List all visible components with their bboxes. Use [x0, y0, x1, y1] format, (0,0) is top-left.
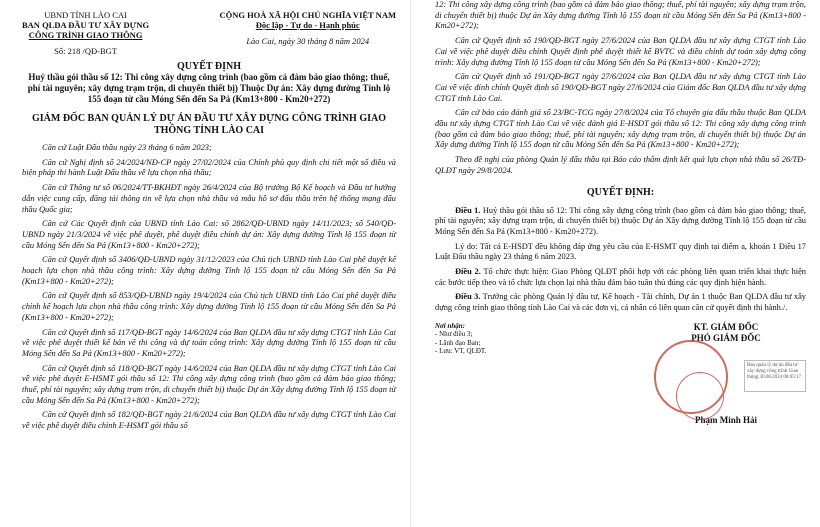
article-2 — [435, 267, 806, 288]
legal-basis: Căn cứ Quyết định số 117/QĐ-BGT ngày 14/6/2024 của Ban QLDA đầu tư xây dựng CTGT tỉnh Lào Cai về việc phê duyệt thiết kế bản vẽ thi công và dự toán công trình: Xây dựng đường Tỉnh lộ 155 đoạn từ cầu Móng Sến đến Sa Pả (Km13+800 - Km20+272); — [22, 327, 396, 358]
article-1 — [435, 206, 806, 238]
national-title: CỘNG HOÀ XÃ HỘI CHỦ NGHĨA VIỆT NAM — [219, 10, 396, 20]
decision-heading: QUYẾT ĐỊNH: — [586, 186, 655, 198]
article-label: Điều 3. — [455, 292, 481, 302]
article-text: Lý do: Tất cả E-HSDT đều không đáp ứng yêu cầu của E-HSMT quy định tại điểm a, khoản 1 Điều 17 Luật Đấu thầu ngày 23 tháng 6 năm 2023. — [435, 241, 806, 262]
issuing-authority: GIÁM ĐỐC BAN QUẢN LÝ DỰ ÁN ĐẦU TƯ XÂY DỰNG CÔNG TRÌNH GIAO THÔNG TỈNH LÀO CAI — [32, 113, 386, 136]
legal-basis: Căn cứ báo cáo đánh giá số 23/BC-TCG ngày 27/8/2024 của Tổ chuyên gia đấu thầu thuộc Ban QLDA đầu tư xây dựng CTGT tỉnh Lào Cai về việc đánh giá E-HSDT gói thầu số 12: Thi công xây dựng công trình (bao gồm cả đảm bảo giao thông; thuế, phí tài nguyên; xây dựng trạm trộn, di chuyển thiết bị) thuộc Dự án Xây dựng đường Tỉnh lộ 155 đoạn từ cầu Móng Sến đến Sa Pả (Km13+800 - Km20+272); — [435, 108, 806, 150]
document-title: QUYẾT ĐỊNH — [177, 61, 241, 72]
legal-bases-right — [435, 0, 806, 177]
document-footer — [435, 322, 806, 425]
legal-bases-left — [22, 143, 396, 432]
article-label: Điều 2. — [455, 267, 481, 277]
legal-basis: Căn cứ Luật Đấu thầu ngày 23 tháng 6 năm 2023; — [42, 143, 212, 152]
signature-block — [646, 322, 806, 425]
signature-line2: PHÓ GIÁM ĐỐC — [691, 332, 761, 343]
signature-line1: KT. GIÁM ĐỐC — [693, 321, 759, 332]
official-seal-icon — [654, 340, 728, 414]
issuer-block — [22, 10, 149, 56]
legal-basis: Căn cứ Quyết định số 853/QĐ-UBND ngày 19/4/2024 của Chủ tịch UBND tỉnh Lào Cai phê duyệt điều chỉnh kế hoạch lựa chọn nhà thầu công trình: Xây dựng đường Tỉnh lộ 155 đoạn từ cầu Móng Sến đến Sa Pả (Km13+800 - Km20+272); — [22, 291, 396, 322]
article-label: Điều 1. — [455, 205, 481, 215]
legal-basis: Căn cứ Quyết định số 182/QĐ-BGT ngày 21/6/2024 của Ban QLDA đầu tư xây dựng CTGT tỉnh Lào Cai về việc phê duyệt điều chỉnh E-HSMT gói thầu số — [22, 410, 396, 431]
legal-basis: Căn cứ Các Quyết định của UBND tỉnh Lào Cai: số 2862/QĐ-UBND ngày 14/11/2023; số 540/QĐ- UBND ngày 21/3/2024 về việc phê duyệt, phê duyệt điều chỉnh dự án: Xây dựng đường Tỉnh lộ 155 đoạn từ cầu Móng Sến đến Sa Pả (Km13+800 - Km20+272); — [22, 219, 396, 250]
recipient-item: - Như điều 3; — [435, 330, 473, 339]
issuer-org3: CÔNG TRÌNH GIAO THÔNG — [28, 30, 143, 40]
legal-basis: Căn cứ Nghị định số 24/2024/NĐ-CP ngày 27/02/2024 của Chính phủ quy định chi tiết một số điều và biện pháp thi hành Luật Đấu thầu về lựa chọn nhà thầu; — [22, 157, 396, 178]
recipient-item: - Lãnh đạo Ban; — [435, 338, 481, 347]
legal-basis: Theo đề nghị của phòng Quản lý đấu thầu tại Báo cáo thẩm định kết quả lựa chọn nhà thầu số 26/TĐ-QLĐT ngày 29/8/2024. — [435, 155, 806, 175]
document-subject: Huỷ thầu gói thầu số 12: Thi công xây dựng công trình (bao gồm cả đảm bảo giao thông; thuế, phí tài nguyên; xây dựng trạm trộn, di chuyển thiết bị) Thuộc Dự án: Xây dựng đường Tỉnh lộ 155 đoạn từ cầu Móng Sến đến Sa Pả (Km13+800 - Km20+272) — [27, 72, 391, 104]
digital-signature-box: Ban quản lý dự án đầu tư xây dựng công trình Giao thông 30.08.2024 08:05:17 — [744, 360, 806, 392]
document-number: Số: 218 /QĐ-BGT — [54, 46, 117, 56]
signer-name: Phạm Minh Hải — [694, 414, 757, 425]
articles — [435, 206, 806, 314]
legal-basis: Căn cứ Quyết định số 3406/QĐ-UBND ngày 31/12/2023 của Chủ tịch UBND tỉnh Lào Cai phê duyệt kế hoạch lựa chọn nhà thầu công trình: Xây dựng đường Tỉnh lộ 155 đoạn từ cầu Móng Sến đến Sa Pả (Km13+800 - Km20+272); — [22, 255, 396, 286]
national-block — [219, 10, 396, 56]
document-header — [22, 10, 396, 56]
article-text: Tổ chức thực hiện: Giao Phòng QLĐT phối hợp với các phòng liên quan triển khai thực hiện các bước tiếp theo và tổ chức lựa chọn lại nhà thầu đảm bảo tuân thủ đúng các quy định hiện hành. — [435, 267, 806, 287]
legal-basis: Căn cứ Quyết định số 191/QĐ-BGT ngày 27/6/2024 của Ban QLDA đầu tư xây dựng CTGT tỉnh Lào Cai về việc đính chính Quyết định số 190/QĐ-BGT ngày 27/6/2024 của Giám đốc Ban QLDA đầu tư xây dựng CTGT tỉnh Lào Cai. — [435, 72, 806, 103]
legal-basis: Căn cứ Quyết định số 118/QĐ-BGT ngày 14/6/2024 của Ban QLDA đầu tư xây dựng CTGT tỉnh Lào Cai về việc phê duyệt E-HSMT gói thầu số 12: Thi công xây dựng công trình (bao gồm cả đảm bảo giao thông; thuế, phí tài nguyên; xây dựng trạm trộn, di chuyển thiết bị) thuộc Dự án Xây dựng đường Tỉnh lộ 155 đoạn từ cầu Móng Sến đến Sa Pả (Km13+800 - Km20+272); — [22, 363, 396, 405]
recipient-item: - Lưu: VT, QLĐT. — [435, 347, 487, 356]
legal-basis: Căn cứ Thông tư số 06/2024/TT-BKHĐT ngày 26/4/2024 của Bộ trưởng Bộ Kế hoạch và Đầu tư hướng dẫn việc cung cấp, đăng tải thông tin về lựa chọn nhà thầu và mẫu hồ sơ đấu thầu trên hệ thống mạng đấu thầu Quốc gia; — [22, 183, 396, 214]
issuer-org1: UBND TỈNH LÀO CAI — [44, 10, 127, 20]
issuer-org2: BAN QLDA ĐẦU TƯ XÂY DỰNG — [22, 20, 150, 30]
recipients-label: Nơi nhận: — [435, 321, 466, 330]
page-right — [410, 0, 820, 527]
legal-basis: Căn cứ Quyết định số 190/QĐ-BGT ngày 27/6/2024 của Ban QLDA đầu tư xây dựng CTGT tỉnh Lào Cai về việc phê duyệt điều chỉnh Quyết định phê duyệt thiết kế BVTC và điều chỉnh dự toán xây dựng công trình: Xây dựng đường Tỉnh lộ 155 đoạn từ cầu Móng Sến đến Sa Pả (Km13+800 - Km20+272); — [435, 36, 806, 67]
legal-basis: 12: Thi công xây dựng công trình (bao gồm cả đảm bảo giao thông; thuế, phí tài nguyên; xây dựng trạm trộn, di chuyển thiết bị) thuộc Dự án Xây dựng đường Tỉnh lộ 155 đoạn từ cầu Móng Sến đến Sa Pả (Km13+800 - Km20+272); — [435, 0, 806, 31]
article-text: Trưởng các phòng Quản lý đầu tư, Kế hoạch - Tài chính, Dự án 1 thuộc Ban QLDA đầu tư xây dựng công trình giao thông tỉnh Lào Cai và các đơn vị, cá nhân có liên quan căn cứ quyết định thi hành./. — [435, 292, 806, 313]
article-text: Huỷ thầu gói thầu số 12: Thi công xây dựng công trình (bao gồm cả đảm bảo giao thông; thuế, phí tài nguyên; xây dựng trạm trộn, di chuyển thiết bị) thuộc Dự án Xây dựng đường Tỉnh lộ 155 đoạn từ cầu Móng Sến đến Sa Pả (Km13+800 - Km20+272). — [435, 205, 807, 236]
document-date: Lào Cai, ngày 30 tháng 8 năm 2024 — [246, 36, 370, 46]
national-motto: Độc lập - Tự do - Hạnh phúc — [255, 20, 360, 30]
article-3 — [435, 292, 806, 313]
article-1-reason — [435, 242, 806, 263]
recipients-block — [435, 322, 486, 425]
